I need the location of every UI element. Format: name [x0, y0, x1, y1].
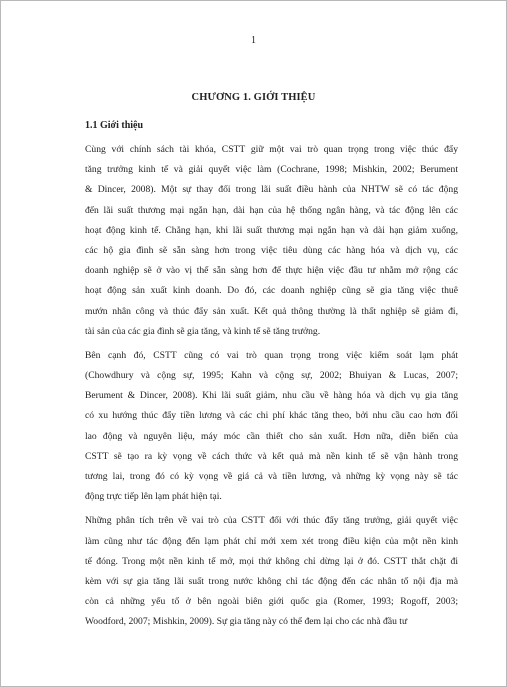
- page-number: 1: [251, 35, 256, 46]
- text-line: tế đóng. Trong một nền kinh tế mở, mọi thứ không chỉ dừng lại ở đó. CSTT thắt chặt đi: [85, 555, 458, 567]
- section-heading: 1.1 Giới thiệu: [85, 120, 144, 131]
- paragraph: [85, 511, 458, 632]
- text-line: tăng trưởng kinh tế và giải quyết việc làm (Cochrane, 1998; Mishkin, 2002; Berument: [85, 164, 458, 176]
- text-line: Woodford, 2007; Mishkin, 2009). Sự gia tăng này có thể đem lại cho các nhà đầu tư: [85, 616, 408, 628]
- text-line: mướn nhân công và thúc đẩy sản xuất. Kết quả thông thường là thất nghiệp sẽ giảm đi,: [85, 305, 458, 317]
- chapter-title: CHƯƠNG 1. GIỚI THIỆU: [191, 92, 316, 103]
- text-line: hoạt động kinh tế. Chẳng hạn, khi lãi suất thương mại ngắn hạn và dài hạn giảm xuống,: [85, 224, 458, 236]
- text-line: Cùng với chính sách tài khóa, CSTT giữ một vai trò quan trọng trong việc thúc đẩy: [85, 144, 458, 155]
- text-line: tài sản của các gia đình sẽ gia tăng, và kinh tế sẽ tăng trưởng.: [85, 325, 321, 337]
- text-line: làm cũng như tác động đến lạm phát chỉ mới xem xét trong điều kiện của một nền kinh: [85, 535, 458, 547]
- text-line: hoạt động sản xuất kinh doanh. Do đó, các doanh nghiệp cũng sẽ gia tăng việc thuê: [85, 285, 458, 297]
- text-line: kèm với sự gia tăng lãi suất trong nước không chỉ tác động đến các nhân tố nội địa mà: [85, 575, 458, 587]
- text-line: Bên cạnh đó, CSTT cũng có vai trò quan trọng trong việc kiểm soát lạm phát: [85, 349, 458, 361]
- text-line: tương lai, trong đó có kỳ vọng về giá cả và tiền lương, và những kỳ vọng này sẽ tác: [85, 471, 458, 482]
- text-line: còn cả những yếu tố ở bên ngoài biên giới quốc gia (Romer, 1993; Rogoff, 2003;: [85, 596, 458, 608]
- text-line: động trực tiếp lên lạm phát hiện tại.: [85, 491, 222, 503]
- paragraph: [85, 140, 458, 342]
- text-line: (Chowdhury và cộng sự, 1995; Kahn và cộng sự, 2002; Bhuiyan & Lucas, 2007;: [85, 370, 458, 382]
- document-body: [85, 140, 458, 637]
- text-line: các hộ gia đình sẽ sẵn sàng hơn trong việc tiêu dùng các hàng hóa và dịch vụ, các: [85, 244, 458, 256]
- text-line: Berument & Dincer, 2008). Khi lãi suất giảm, nhu cầu về hàng hóa và dịch vụ gia tăng: [85, 390, 458, 402]
- text-line: Những phân tích trên về vai trò của CSTT đối với thúc đẩy tăng trưởng, giải quyết việc: [85, 515, 458, 527]
- text-line: đến lãi suất thương mại ngắn hạn, dài hạn của hệ thống ngân hàng, và tác động lên các: [85, 204, 458, 216]
- text-line: & Dincer, 2008). Một sự thay đổi trong lãi suất điều hành của NHTW sẽ có tác động: [85, 184, 458, 196]
- paragraph: [85, 346, 458, 508]
- text-line: có xu hướng thúc đẩy tiền lương và các chi phí khác tăng theo, bởi nhu cầu cao hơn đối: [85, 410, 458, 422]
- text-line: doanh nghiệp sẽ ở vào vị thế sẵn sàng hơn để thực hiện việc đầu tư nhằm mở rộng các: [85, 265, 458, 277]
- text-line: lao động và nguyên liệu, máy móc cần thiết cho sản xuất. Hơn nữa, diễn biến của: [85, 430, 458, 442]
- text-line: CSTT sẽ tạo ra kỳ vọng về cách thức và kết quả mà nền kinh tế sẽ vận hành trong: [85, 450, 458, 462]
